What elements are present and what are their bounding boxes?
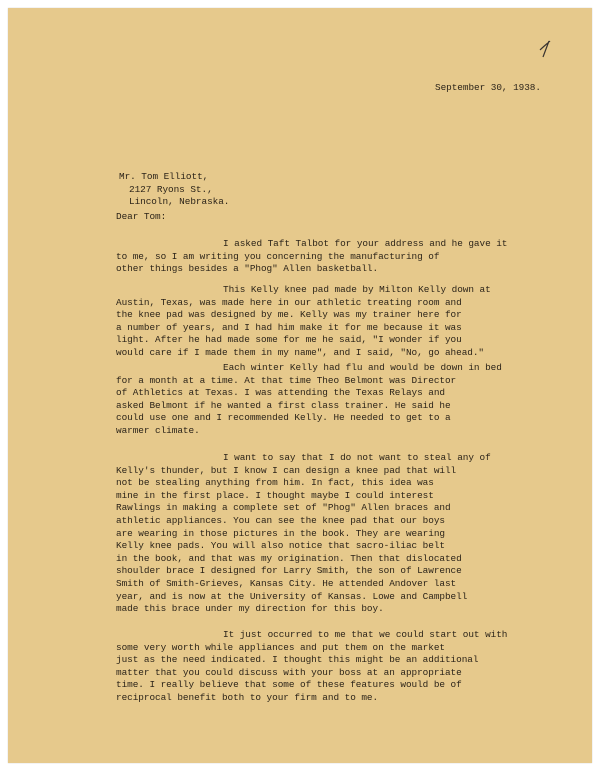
paragraph-line: would care if I made them in my name", and I said, "No, go ahead.": [116, 346, 485, 358]
paragraph-line: mine in the first place. I thought maybe I could interest: [116, 489, 434, 501]
paragraph-line: Kelly knee pads. You will also notice that sacro-iliac belt: [116, 540, 445, 552]
paragraph-line: are wearing in those pictures in the book. They are wearing: [116, 527, 445, 539]
paragraph-line: other things besides a "Phog" Allen basketball.: [116, 263, 379, 275]
paragraph-line: Kelly's thunder, but I know I can design a knee pad that will: [116, 464, 457, 476]
paragraph-line: shoulder brace I designed for Larry Smith, the son of Lawrence: [116, 565, 462, 577]
paragraph-line: Austin, Texas, was made here in our athletic treating room and: [116, 296, 462, 308]
paragraph-line: for a month at a time. At that time Theo Belmont was Director: [116, 374, 457, 386]
paragraph-line: Smith of Smith-Grieves, Kansas City. He attended Andover last: [116, 577, 457, 589]
paragraph-line: asked Belmont if he wanted a first class trainer. He said he: [116, 399, 451, 411]
paragraph-line: a number of years, and I had him make it for me because it was: [116, 321, 462, 333]
paragraph-line: some very worth while appliances and put them on the market: [116, 641, 445, 653]
letter-page: [8, 8, 592, 763]
paragraph-line: just as the need indicated. I thought this might be an additional: [116, 654, 479, 666]
paragraph-line: year, and is now at the University of Kansas. Lowe and Campbell: [116, 590, 468, 602]
paragraph-line: reciprocal benefit both to your firm and to me.: [116, 691, 379, 703]
letter-date: September 30, 1938.: [435, 82, 541, 93]
paragraph-line: light. After he had made some for me he said, "I wonder if you: [116, 334, 462, 346]
paragraph-line: I want to say that I do not want to steal any of: [223, 452, 491, 463]
paragraph-line: time. I really believe that some of these features would be of: [116, 679, 462, 691]
recipient-name: Mr. Tom Elliott,: [119, 171, 209, 182]
paragraph-line: not be stealing anything from him. In fact, this idea was: [116, 477, 434, 489]
paragraph: [116, 629, 507, 705]
paragraph-line: This Kelly knee pad made by Milton Kelly down at: [223, 284, 491, 295]
paragraph-line: warmer climate.: [116, 424, 200, 436]
paragraph-line: Each winter Kelly had flu and would be down in bed: [223, 362, 502, 373]
paragraph: [116, 452, 491, 616]
paragraph-line: in the book, and that was my origination. Then that dislocated: [116, 552, 462, 564]
paragraph-line: of Athletics at Texas. I was attending the Texas Relays and: [116, 387, 445, 399]
paragraph-line: I asked Taft Talbot for your address and he gave it: [223, 238, 508, 249]
paragraph: [116, 284, 491, 360]
recipient-street: 2127 Ryons St.,: [129, 183, 213, 195]
paragraph-line: could use one and I recommended Kelly. He needed to get to a: [116, 412, 451, 424]
paragraph-line: matter that you could discuss with your boss at an appropriate: [116, 666, 462, 678]
paragraph-line: athletic appliances. You can see the knee pad that our boys: [116, 514, 445, 526]
paragraph-line: Rawlings in making a complete set of "Phog" Allen braces and: [116, 502, 451, 514]
paragraph: [116, 362, 502, 438]
paragraph-line: the knee pad was designed by me. Kelly was my trainer here for: [116, 309, 462, 321]
recipient-city: Lincoln, Nebraska.: [129, 196, 230, 208]
pen-check-mark-icon: [536, 38, 556, 60]
salutation: Dear Tom:: [116, 211, 167, 222]
paragraph-line: made this brace under my direction for this boy.: [116, 603, 384, 615]
paragraph-line: to me, so I am writing you concerning the manufacturing of: [116, 250, 440, 262]
paragraph-line: It just occurred to me that we could start out with: [223, 629, 508, 640]
recipient-address: [119, 171, 229, 209]
paragraph: [116, 238, 507, 276]
